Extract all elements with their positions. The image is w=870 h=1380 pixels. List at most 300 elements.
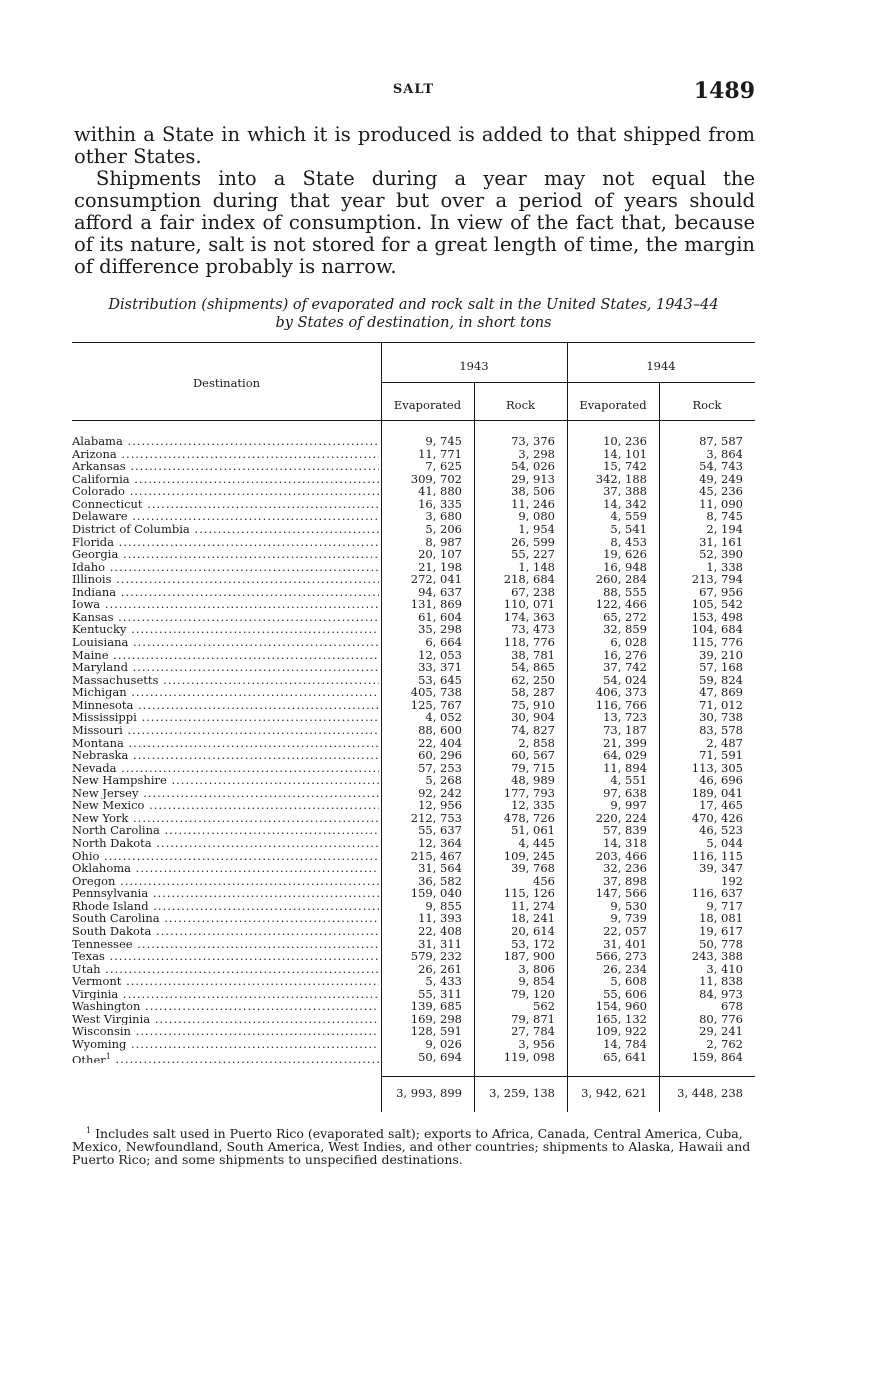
evaporated-1944-cell: 14, 342 — [603, 496, 647, 511]
evaporated-1943-cell: 4, 052 — [425, 710, 462, 725]
destination-label: Missouri — [72, 723, 123, 737]
footnote — [72, 1124, 755, 1166]
rock-1943-cell: 75, 910 — [511, 697, 555, 712]
destination-name — [72, 774, 379, 787]
destination-name — [72, 762, 379, 775]
salt-distribution-table — [72, 342, 755, 1112]
destination-label: West Virginia — [72, 1012, 151, 1026]
evaporated-1943-cell: 35, 298 — [418, 622, 462, 637]
destination-label: Mississippi — [72, 711, 137, 724]
destination-label: District of Columbia — [72, 522, 190, 536]
destination-label: Kentucky — [72, 623, 127, 636]
rock-1943-cell: 79, 715 — [511, 760, 555, 775]
destination-label: Virginia — [72, 987, 119, 1001]
destination-label: Utah — [72, 962, 101, 976]
rock-1944-cell: 2, 762 — [706, 1037, 743, 1051]
evaporated-1944-cell: 4, 551 — [610, 773, 647, 788]
evaporated-1944-cell: 4, 559 — [610, 509, 647, 524]
evaporated-1943-cell: 12, 956 — [418, 798, 462, 813]
evaporated-1943-cell: 159, 040 — [410, 886, 462, 901]
body-text — [74, 124, 755, 278]
destination-name — [72, 598, 379, 611]
destination-header: Destination — [192, 376, 261, 390]
evaporated-1943-cell: 7, 625 — [425, 459, 462, 474]
evaporated-1943-cell: 9, 026 — [425, 1037, 462, 1051]
rock-1943-cell: 26, 599 — [511, 534, 555, 549]
evaporated-1943-cell: 60, 296 — [418, 748, 462, 763]
evaporated-1944-cell: 566, 273 — [595, 949, 647, 964]
destination-label: Ohio — [72, 849, 100, 863]
evaporated-1944-cell: 26, 234 — [603, 961, 647, 976]
rock-1944-cell: 192 — [721, 873, 743, 888]
destination-name — [72, 460, 379, 473]
rock-1943-cell: 20, 614 — [511, 923, 555, 938]
footnote-reference: 1 — [105, 1051, 111, 1061]
rock-1943-cell: 53, 172 — [511, 936, 555, 951]
destination-name — [72, 1025, 379, 1038]
destination-name — [72, 1038, 379, 1051]
rock-1944-cell: 17, 465 — [699, 798, 743, 813]
evaporated-1944-cell: 203, 466 — [595, 848, 647, 863]
rock-1943-cell: 60, 567 — [511, 748, 555, 763]
destination-name — [72, 561, 379, 574]
rock-1943-cell: 54, 865 — [511, 660, 555, 675]
total-rock-1944: 3, 448, 238 — [677, 1086, 743, 1100]
evaporated-1943-cell: 9, 745 — [425, 434, 462, 448]
evaporated-1943-cell: 5, 433 — [425, 974, 462, 989]
rock-1944-cell: 57, 168 — [699, 660, 743, 675]
evaporated-1944-cell: 32, 236 — [603, 861, 647, 876]
destination-label: Wyoming — [72, 1038, 127, 1051]
caption-line: Distribution (shipments) of evaporated and rock salt in the United States, 1943–44 — [108, 297, 719, 313]
paragraph: within a State in which it is produced is added to that shipped from other States. — [74, 123, 755, 168]
rock-1943-cell: 55, 227 — [511, 547, 555, 562]
evaporated-1943-cell: 31, 564 — [418, 861, 462, 876]
destination-name — [72, 812, 379, 825]
evaporated-1943-cell: 5, 206 — [425, 521, 462, 536]
evaporated-1944-cell: 19, 626 — [603, 547, 647, 562]
destination-name — [72, 850, 379, 863]
rock-1944-column — [659, 435, 743, 1063]
destination-name — [72, 536, 379, 549]
rock-1944-cell: 104, 684 — [691, 622, 743, 637]
footnote-text: Includes salt used in Puerto Rico (evaporated salt); exports to Africa, Canada, Central America, Cuba, Mexico, Newfoundland, South America, West Indies, and other countries; shipments to Alaska, Hawaii and Puerto Rico; and some shipments to unspecified destinations. — [72, 1126, 751, 1168]
destination-column — [72, 435, 379, 1063]
destination-name — [72, 674, 379, 687]
destination-label: New York — [72, 811, 129, 825]
evaporated-1944-cell: 57, 839 — [603, 823, 647, 838]
destination-label: Idaho — [72, 560, 106, 574]
header-bottom-rule — [72, 420, 755, 421]
rock-1944-cell: 113, 305 — [691, 760, 743, 775]
destination-name — [72, 988, 379, 1001]
year-header-1943: 1943 — [459, 359, 489, 373]
destination-name — [72, 611, 379, 624]
rock-1944-cell: 52, 390 — [699, 547, 743, 562]
rock-1944-cell: 71, 012 — [699, 697, 743, 712]
evaporated-1943-cell: 92, 242 — [418, 785, 462, 800]
rock-1943-cell: 1, 148 — [518, 559, 555, 574]
rock-1944-cell: 243, 388 — [691, 949, 743, 964]
rock-1944-header: Rock — [692, 398, 722, 412]
evaporated-1944-cell: 97, 638 — [603, 785, 647, 800]
evaporated-1944-cell: 14, 784 — [603, 1037, 647, 1051]
evaporated-1943-cell: 8, 987 — [425, 534, 462, 549]
rock-1944-cell: 31, 161 — [699, 534, 743, 549]
destination-label: Illinois — [72, 573, 112, 586]
rock-1943-cell: 3, 956 — [518, 1037, 555, 1051]
destination-label: Vermont — [72, 975, 122, 988]
evaporated-1944-cell: 65, 641 — [603, 1049, 647, 1064]
evaporated-1943-cell: 9, 855 — [425, 898, 462, 913]
rock-1944-cell: 49, 249 — [699, 471, 743, 486]
destination-label: South Carolina — [72, 912, 160, 925]
rock-1943-cell: 74, 827 — [511, 722, 555, 737]
rock-1943-cell: 30, 904 — [511, 710, 555, 725]
evaporated-1943-cell: 212, 753 — [410, 810, 462, 825]
destination-name — [72, 925, 379, 938]
rock-1944-cell: 11, 090 — [699, 496, 743, 511]
rock-1943-cell: 39, 768 — [511, 861, 555, 876]
rock-1943-cell: 27, 784 — [511, 1024, 555, 1039]
evaporated-1943-header: Evaporated — [393, 398, 462, 412]
destination-name — [72, 950, 379, 963]
rock-1944-cell: 3, 410 — [706, 961, 743, 976]
destination-name — [72, 573, 379, 586]
rock-1944-cell: 87, 587 — [699, 434, 743, 448]
evaporated-1944-cell: 6, 028 — [610, 635, 647, 649]
destination-name — [72, 724, 379, 737]
destination-name — [72, 636, 379, 649]
destination-label: Indiana — [72, 585, 117, 599]
evaporated-1943-cell: 22, 404 — [418, 735, 462, 750]
evaporated-1943-cell: 11, 393 — [418, 911, 462, 926]
rock-1943-cell: 73, 473 — [511, 622, 555, 637]
table-top-rule — [72, 342, 755, 343]
rock-1944-cell: 116, 637 — [691, 886, 743, 901]
evaporated-1943-cell: 5, 268 — [425, 773, 462, 788]
destination-label: Massachusetts — [72, 673, 159, 687]
rock-1943-cell: 177, 793 — [503, 785, 555, 800]
rock-1943-cell: 9, 854 — [518, 974, 555, 989]
evaporated-1943-cell: 41, 880 — [418, 484, 462, 499]
rock-1943-cell: 38, 506 — [511, 484, 555, 499]
destination-name — [72, 799, 379, 812]
destination-name — [72, 498, 379, 511]
evaporated-1944-cell: 147, 566 — [595, 886, 647, 901]
rock-1943-cell: 119, 098 — [503, 1049, 555, 1064]
rock-1943-cell: 218, 684 — [503, 572, 555, 587]
destination-label: Wisconsin — [72, 1025, 131, 1038]
destination-name — [72, 711, 379, 724]
rock-1944-cell: 153, 498 — [691, 609, 743, 624]
evaporated-1943-cell: 215, 467 — [410, 848, 462, 863]
rock-1943-cell: 79, 120 — [511, 986, 555, 1001]
rock-1944-cell: 46, 523 — [699, 823, 743, 838]
evaporated-1943-cell: 169, 298 — [410, 1011, 462, 1026]
rock-1943-cell: 187, 900 — [503, 949, 555, 964]
destination-label: New Mexico — [72, 799, 145, 812]
destination-name — [72, 510, 379, 523]
evaporated-1943-cell: 33, 371 — [418, 660, 462, 675]
destination-name — [72, 699, 379, 712]
rock-1943-cell: 478, 726 — [503, 810, 555, 825]
destination-label: New Hampshire — [72, 774, 167, 787]
evaporated-1944-cell: 16, 948 — [603, 559, 647, 574]
destination-label: Tennessee — [72, 937, 133, 951]
destination-label: Montana — [72, 736, 124, 750]
rock-1943-cell: 54, 026 — [511, 459, 555, 474]
evaporated-1943-cell: 405, 738 — [410, 685, 462, 700]
destination-name — [72, 448, 379, 461]
destination-name — [72, 586, 379, 599]
rock-1943-cell: 3, 806 — [518, 961, 555, 976]
evaporated-1944-cell: 15, 742 — [603, 459, 647, 474]
evaporated-1944-cell: 220, 224 — [595, 810, 647, 825]
destination-name — [72, 661, 379, 674]
rock-1944-cell: 29, 241 — [699, 1024, 743, 1039]
rock-1943-cell: 48, 989 — [511, 773, 555, 788]
destination-name — [72, 824, 379, 837]
evaporated-1943-cell: 53, 645 — [418, 672, 462, 687]
rock-1943-cell: 115, 126 — [503, 886, 555, 901]
rock-1944-cell: 11, 838 — [699, 974, 743, 989]
evaporated-1944-cell: 14, 101 — [603, 446, 647, 461]
rock-1944-cell: 159, 864 — [691, 1049, 743, 1064]
evaporated-1944-cell: 65, 272 — [603, 609, 647, 624]
rock-1943-cell: 38, 781 — [511, 647, 555, 662]
rock-1944-cell: 39, 347 — [699, 861, 743, 876]
evaporated-1943-cell: 12, 364 — [418, 836, 462, 850]
rock-1943-cell: 29, 913 — [511, 471, 555, 486]
evaporated-1943-cell: 11, 771 — [418, 446, 462, 461]
destination-name — [72, 523, 379, 536]
rock-1943-column — [474, 435, 555, 1063]
evaporated-1943-cell: 22, 408 — [418, 923, 462, 938]
rock-1944-cell: 5, 044 — [706, 836, 743, 850]
evaporated-1944-cell: 21, 399 — [603, 735, 647, 750]
destination-name — [72, 435, 379, 448]
rock-1944-cell: 67, 956 — [699, 584, 743, 599]
evaporated-1943-cell: 94, 637 — [418, 584, 462, 599]
evaporated-1944-cell: 5, 541 — [610, 521, 647, 536]
rock-1944-cell: 678 — [721, 999, 743, 1014]
destination-name — [72, 473, 379, 486]
evaporated-1944-cell: 32, 859 — [603, 622, 647, 637]
table-caption — [72, 296, 755, 332]
rock-1943-cell: 18, 241 — [511, 911, 555, 926]
evaporated-1943-cell: 50, 694 — [418, 1049, 462, 1064]
destination-label: Nebraska — [72, 749, 129, 762]
footnote-mark: 1 — [86, 1126, 92, 1135]
rock-1943-cell: 2, 858 — [518, 735, 555, 750]
rock-1943-cell: 62, 250 — [511, 672, 555, 687]
destination-label: Minnesota — [72, 698, 134, 712]
rock-1944-cell: 19, 617 — [699, 923, 743, 938]
rock-1944-cell: 213, 794 — [691, 572, 743, 587]
rock-1944-cell: 50, 778 — [699, 936, 743, 951]
destination-name — [72, 938, 379, 951]
destination-name — [72, 737, 379, 750]
rock-1943-cell: 79, 871 — [511, 1011, 555, 1026]
evaporated-1943-cell: 61, 604 — [418, 609, 462, 624]
paragraph: Shipments into a State during a year may not equal the consumption during that year but over a period of years should afford a fair index of consumption. In view of the fact that, because of its nature, salt is not stored for a great length of time, the margin of difference probably is narrow. — [74, 167, 755, 278]
destination-label: Nevada — [72, 761, 117, 775]
destination-label: Oklahoma — [72, 862, 132, 875]
evaporated-1944-cell: 9, 739 — [610, 911, 647, 926]
rock-1944-cell: 54, 743 — [699, 459, 743, 474]
destination-label: New Jersey — [72, 786, 139, 800]
evaporated-1944-cell: 9, 997 — [610, 798, 647, 813]
destination-name — [72, 686, 379, 699]
destination-name — [72, 837, 379, 850]
evaporated-1944-cell: 260, 284 — [595, 572, 647, 587]
caption-line: by States of destination, in short tons — [275, 315, 552, 331]
evaporated-1944-cell: 5, 608 — [610, 974, 647, 989]
rock-1944-cell: 105, 542 — [691, 597, 743, 612]
rock-1944-cell: 47, 869 — [699, 685, 743, 700]
rock-1944-cell: 2, 487 — [706, 735, 743, 750]
destination-label: Arkansas — [72, 460, 126, 473]
year-rule — [381, 382, 755, 383]
destination-name — [72, 787, 379, 800]
rock-1944-cell: 80, 776 — [699, 1011, 743, 1026]
evaporated-1944-column — [567, 435, 647, 1063]
destination-name — [72, 912, 379, 925]
evaporated-1944-cell: 16, 276 — [603, 647, 647, 662]
evaporated-1944-cell: 22, 057 — [603, 923, 647, 938]
evaporated-1944-cell: 37, 388 — [603, 484, 647, 499]
evaporated-1944-cell: 109, 922 — [595, 1024, 647, 1039]
evaporated-1944-cell: 342, 188 — [595, 471, 647, 486]
evaporated-1944-cell: 116, 766 — [595, 697, 647, 712]
destination-name — [72, 887, 379, 900]
evaporated-1944-cell: 88, 555 — [603, 584, 647, 599]
page-header — [72, 78, 755, 108]
destination-label: Arizona — [72, 447, 117, 461]
evaporated-1943-cell: 26, 261 — [418, 961, 462, 976]
rock-1943-cell: 11, 246 — [511, 496, 555, 511]
evaporated-1943-cell: 57, 253 — [418, 760, 462, 775]
rock-1944-cell: 46, 696 — [699, 773, 743, 788]
destination-label: Oregon — [72, 874, 116, 888]
rock-1944-cell: 30, 738 — [699, 710, 743, 725]
rock-1943-cell: 562 — [533, 999, 555, 1014]
destination-label: Michigan — [72, 686, 127, 699]
evaporated-1943-cell: 272, 041 — [410, 572, 462, 587]
total-evaporated-1944: 3, 942, 621 — [581, 1086, 647, 1100]
rock-1943-cell: 58, 287 — [511, 685, 555, 700]
rock-1943-cell: 73, 376 — [511, 434, 555, 448]
evaporated-1944-cell: 13, 723 — [603, 710, 647, 725]
destination-label: Kansas — [72, 610, 114, 624]
rock-1943-cell: 110, 071 — [503, 597, 555, 612]
evaporated-1943-cell: 579, 232 — [410, 949, 462, 964]
evaporated-1944-cell: 165, 132 — [595, 1011, 647, 1026]
running-title: SALT — [392, 82, 435, 97]
destination-label: Colorado — [72, 485, 125, 498]
destination-name — [72, 1013, 379, 1026]
evaporated-1943-cell: 20, 107 — [418, 547, 462, 562]
evaporated-1943-cell: 12, 053 — [418, 647, 462, 662]
rock-1944-cell: 39, 210 — [699, 647, 743, 662]
destination-label: Washington — [72, 1000, 141, 1013]
evaporated-1943-cell: 55, 311 — [418, 986, 462, 1001]
rock-1944-cell: 9, 717 — [706, 898, 743, 913]
evaporated-1944-cell: 64, 029 — [603, 748, 647, 763]
destination-label: Rhode Island — [72, 899, 149, 913]
evaporated-1944-cell: 14, 318 — [603, 836, 647, 850]
destination-name — [72, 862, 379, 875]
destination-label: Louisiana — [72, 636, 129, 649]
destination-label: Other — [72, 1052, 106, 1064]
destination-label: Delaware — [72, 510, 128, 523]
evaporated-1943-cell: 125, 767 — [410, 697, 462, 712]
destination-label: California — [72, 472, 130, 486]
page-number: 1489 — [693, 78, 755, 104]
evaporated-1944-cell: 154, 960 — [595, 999, 647, 1014]
destination-label: Pennsylvania — [72, 887, 149, 900]
rock-1943-header: Rock — [506, 398, 535, 412]
rock-1943-cell: 9, 080 — [518, 509, 555, 524]
destination-label: Iowa — [72, 598, 101, 611]
evaporated-1943-cell: 131, 869 — [410, 597, 462, 612]
destination-label: South Dakota — [72, 924, 152, 938]
rock-1944-cell: 83, 578 — [699, 722, 743, 737]
rock-1944-cell: 84, 973 — [699, 986, 743, 1001]
evaporated-1943-cell: 55, 637 — [418, 823, 462, 838]
rock-1943-cell: 3, 298 — [518, 446, 555, 461]
destination-name — [72, 975, 379, 988]
total-rock-1943: 3, 259, 138 — [489, 1086, 555, 1100]
rock-1944-cell: 3, 864 — [706, 446, 743, 461]
destination-label: Georgia — [72, 548, 119, 561]
evaporated-1944-cell: 73, 187 — [603, 722, 647, 737]
evaporated-1943-cell: 88, 600 — [418, 722, 462, 737]
evaporated-1943-cell: 3, 680 — [425, 509, 462, 524]
total-evaporated-1943: 3, 993, 899 — [396, 1086, 462, 1100]
rock-1943-cell: 174, 363 — [503, 609, 555, 624]
evaporated-1944-cell: 11, 894 — [603, 760, 647, 775]
rock-1943-cell: 51, 061 — [511, 823, 555, 838]
rock-1943-cell: 456 — [533, 873, 555, 888]
rock-1944-cell: 45, 236 — [699, 484, 743, 499]
evaporated-1943-cell: 139, 685 — [410, 999, 462, 1014]
evaporated-1944-header: Evaporated — [579, 398, 647, 412]
destination-name — [72, 900, 379, 913]
evaporated-1944-cell: 55, 606 — [603, 986, 647, 1001]
destination-name — [72, 548, 379, 561]
destination-label: Maine — [72, 648, 109, 662]
year-header-1944: 1944 — [646, 359, 676, 373]
evaporated-1944-cell: 9, 530 — [610, 898, 647, 913]
rock-1944-cell: 189, 041 — [691, 785, 743, 800]
destination-name — [72, 485, 379, 498]
destination-label: North Dakota — [72, 837, 152, 850]
evaporated-1944-cell: 8, 453 — [610, 534, 647, 549]
rock-1943-cell: 11, 274 — [511, 898, 555, 913]
destination-name — [72, 649, 379, 662]
destination-label: Florida — [72, 535, 114, 549]
rock-1944-cell: 2, 194 — [706, 521, 743, 536]
evaporated-1944-cell: 10, 236 — [603, 434, 647, 448]
destination-name — [72, 1051, 379, 1064]
totals-rule — [381, 1076, 755, 1077]
evaporated-1943-cell: 309, 702 — [410, 471, 462, 486]
evaporated-1943-cell: 128, 591 — [410, 1024, 462, 1039]
destination-label: North Carolina — [72, 824, 160, 837]
evaporated-1944-cell: 54, 024 — [603, 672, 647, 687]
